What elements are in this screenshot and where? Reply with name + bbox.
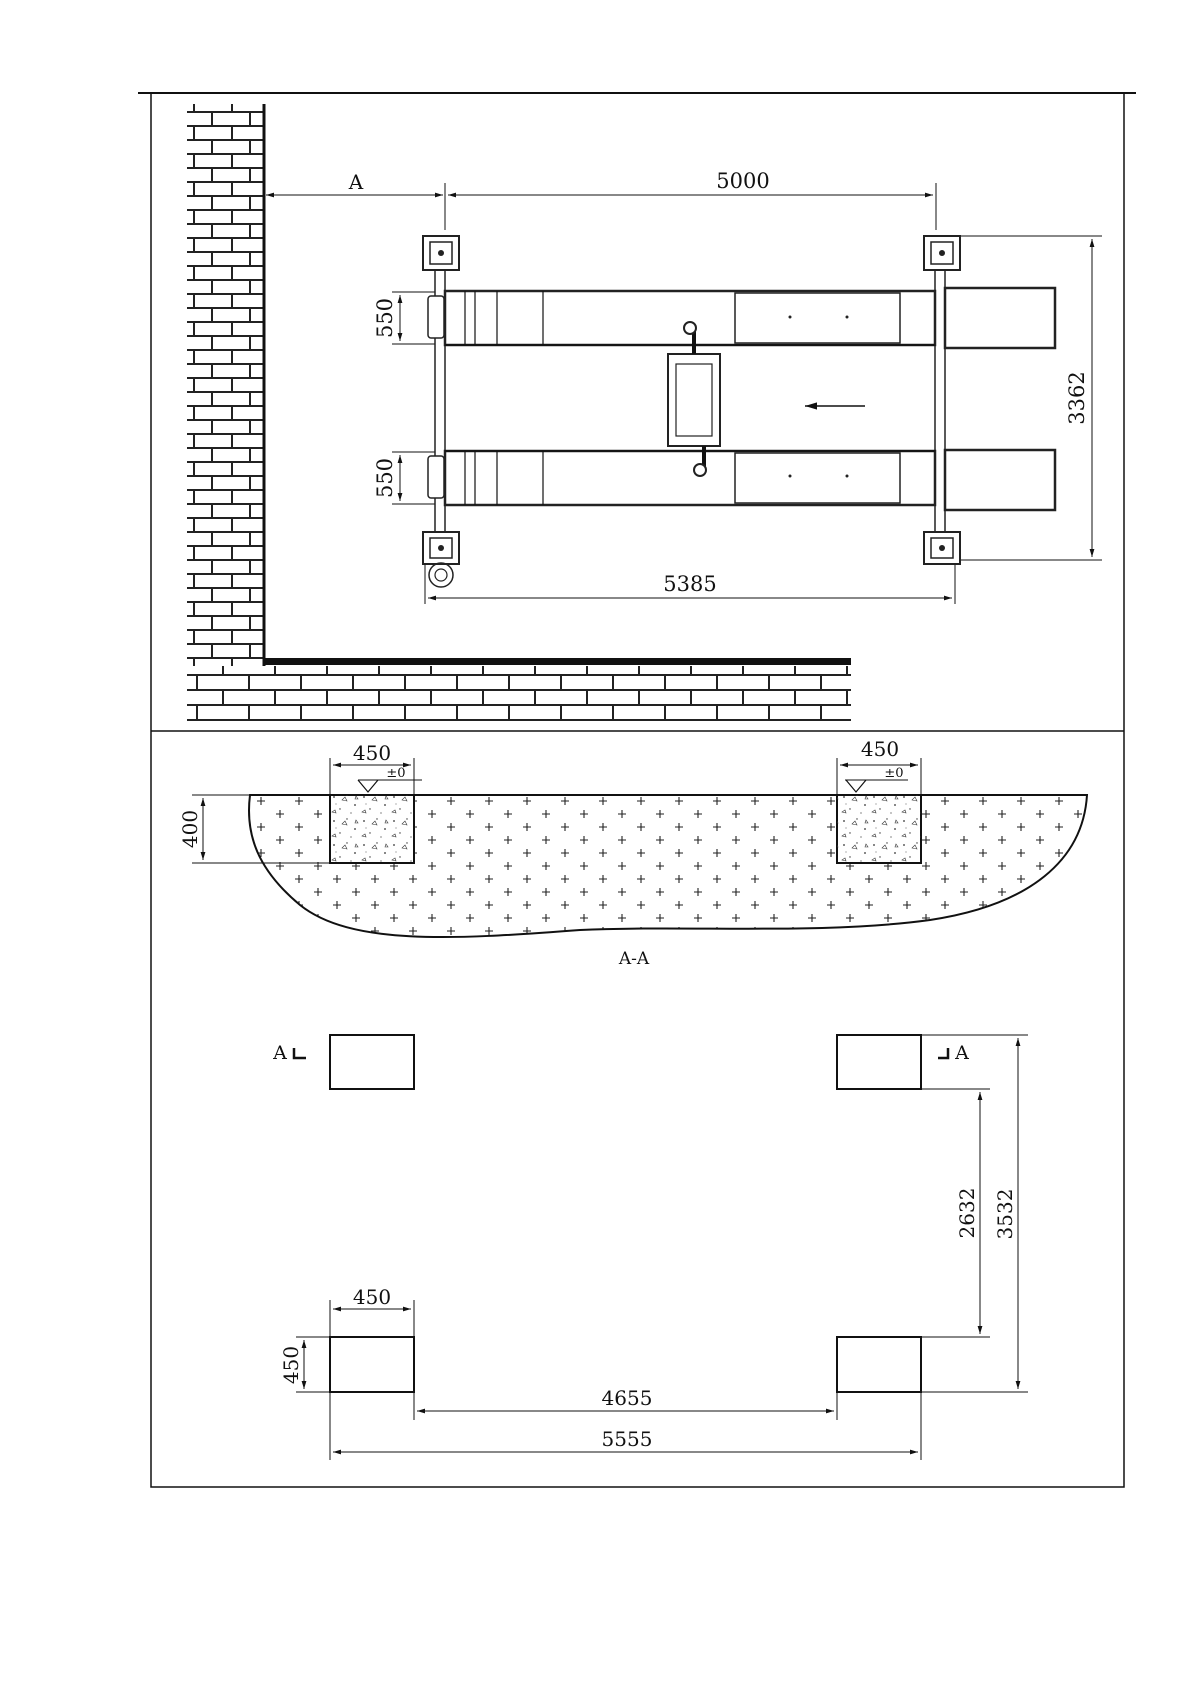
- runway-lower: [445, 451, 935, 505]
- plan-spacing-5555: 5555: [601, 1427, 653, 1451]
- section-title: A-A: [618, 949, 650, 969]
- level-mark-right: ±0: [884, 766, 904, 781]
- section-view-a-a: [178, 737, 1087, 969]
- plan-spacing-4655: 4655: [601, 1386, 653, 1410]
- pad-bottom-left: [330, 1337, 414, 1392]
- section-width-left: 450: [352, 741, 392, 765]
- plan-spacing-2632: 2632: [955, 1187, 979, 1239]
- plan-pad-height-450: 450: [279, 1345, 303, 1385]
- section-width-right: 450: [860, 737, 900, 761]
- ramp-upper-left: [428, 296, 444, 338]
- brick-wall-vertical: [187, 104, 264, 666]
- ramp-lower-left: [428, 456, 444, 498]
- brick-floor-horizontal: [187, 666, 851, 721]
- post-top-left: [423, 236, 459, 270]
- ramp-upper-right: [945, 288, 1055, 348]
- section-mark-left: A: [273, 1042, 287, 1064]
- dimension-5000: 5000: [716, 169, 770, 193]
- plan-pad-width-450: 450: [352, 1285, 392, 1309]
- dimension-3362: 3362: [1065, 371, 1089, 425]
- plan-spacing-3532: 3532: [993, 1188, 1017, 1240]
- post-bottom-left: [423, 532, 459, 564]
- foundation-plan: [272, 1035, 1028, 1460]
- dimension-5385: 5385: [663, 572, 717, 596]
- pad-top-right: [837, 1035, 921, 1089]
- post-bottom-right: [924, 532, 960, 564]
- pad-bottom-right: [837, 1337, 921, 1392]
- post-top-right: [924, 236, 960, 270]
- section-mark-right: A: [955, 1042, 969, 1064]
- floor-slab-line: [264, 658, 851, 665]
- dimension-550-upper: 550: [373, 297, 397, 339]
- top-view: [187, 104, 1102, 721]
- cross-beam-right: [935, 262, 945, 532]
- power-unit: [429, 563, 453, 587]
- pad-top-left: [330, 1035, 414, 1089]
- section-depth-400: 400: [178, 809, 202, 849]
- ramp-lower-right: [945, 450, 1055, 510]
- dimension-a-label: A: [348, 170, 364, 194]
- level-mark-left: ±0: [386, 766, 406, 781]
- runway-upper: [445, 291, 935, 345]
- dimension-550-lower: 550: [373, 457, 397, 499]
